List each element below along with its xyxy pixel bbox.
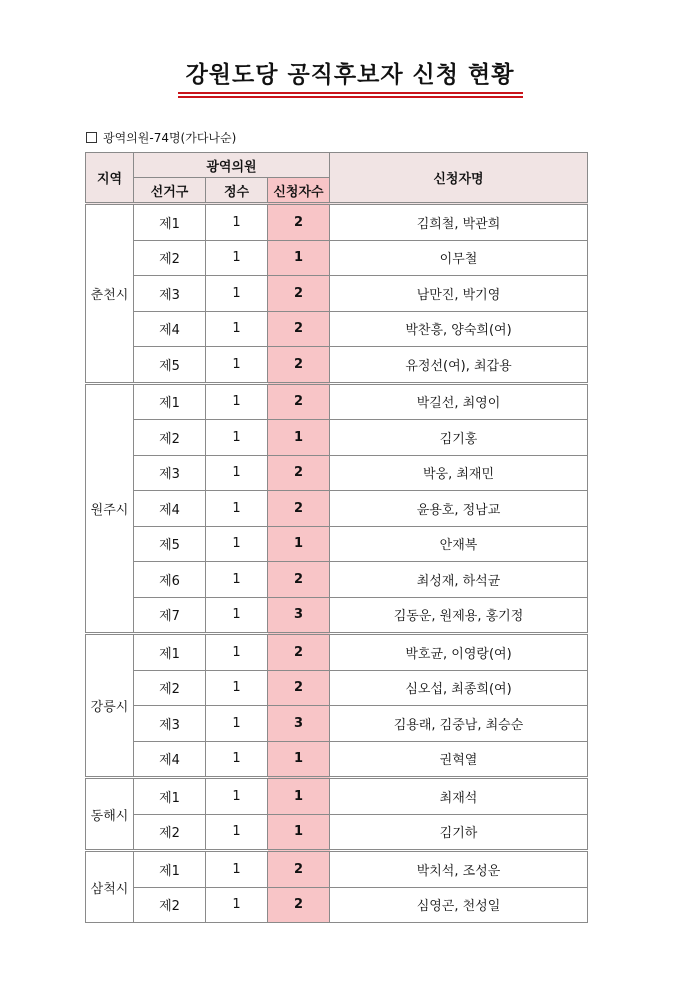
- region-cell: 강릉시: [86, 634, 134, 778]
- applicant-count-cell: 2: [268, 670, 330, 706]
- seats-cell: 1: [206, 311, 268, 347]
- applicant-table: [85, 152, 588, 923]
- applicant-count-cell: 1: [268, 526, 330, 562]
- applicant-count-cell: 2: [268, 347, 330, 384]
- district-cell: 제4: [134, 311, 206, 347]
- district-cell: 제1: [134, 778, 206, 815]
- applicant-count-cell: 2: [268, 276, 330, 312]
- table-row: [86, 706, 588, 742]
- table-header: [86, 153, 588, 204]
- applicant-names-cell: 유정선(여), 최갑용: [330, 347, 588, 384]
- table-row: [86, 491, 588, 527]
- applicant-names-cell: 남만진, 박기영: [330, 276, 588, 312]
- table-row: [86, 420, 588, 456]
- district-cell: 제3: [134, 706, 206, 742]
- district-cell: 제5: [134, 526, 206, 562]
- applicant-names-cell: 권혁열: [330, 741, 588, 778]
- applicant-count-cell: 2: [268, 383, 330, 420]
- district-cell: 제2: [134, 420, 206, 456]
- seats-cell: 1: [206, 240, 268, 276]
- applicant-names-cell: 박호균, 이영랑(여): [330, 634, 588, 671]
- district-cell: 제1: [134, 634, 206, 671]
- region-group: [86, 851, 588, 923]
- header-district: 선거구: [134, 178, 206, 204]
- table-row: [86, 670, 588, 706]
- header-applicants: 신청자수: [268, 178, 330, 204]
- seats-cell: 1: [206, 741, 268, 778]
- table-row: [86, 634, 588, 671]
- applicant-count-cell: 1: [268, 240, 330, 276]
- section-subtitle: [86, 129, 236, 146]
- district-cell: 제4: [134, 491, 206, 527]
- header-council: 광역의원: [134, 153, 330, 178]
- district-cell: 제1: [134, 204, 206, 241]
- table-row: [86, 778, 588, 815]
- table-row: [86, 526, 588, 562]
- district-cell: 제1: [134, 383, 206, 420]
- seats-cell: 1: [206, 670, 268, 706]
- seats-cell: 1: [206, 347, 268, 384]
- seats-cell: 1: [206, 455, 268, 491]
- seats-cell: 1: [206, 778, 268, 815]
- applicant-count-cell: 2: [268, 887, 330, 923]
- region-group: [86, 634, 588, 778]
- applicant-names-cell: 박찬흥, 양숙희(여): [330, 311, 588, 347]
- applicant-names-cell: 박웅, 최재민: [330, 455, 588, 491]
- table-row: [86, 597, 588, 634]
- applicant-count-cell: 2: [268, 204, 330, 241]
- seats-cell: 1: [206, 851, 268, 888]
- table-row: [86, 240, 588, 276]
- applicant-names-cell: 최성재, 하석균: [330, 562, 588, 598]
- applicant-names-cell: 박치석, 조성운: [330, 851, 588, 888]
- subtitle-text: 광역의원-74명(가다나순): [103, 131, 237, 145]
- seats-cell: 1: [206, 526, 268, 562]
- region-cell: 삼척시: [86, 851, 134, 923]
- applicant-count-cell: 2: [268, 455, 330, 491]
- seats-cell: 1: [206, 887, 268, 923]
- header-seats: 정수: [206, 178, 268, 204]
- applicant-count-cell: 2: [268, 491, 330, 527]
- table-row: [86, 276, 588, 312]
- applicant-count-cell: 1: [268, 814, 330, 851]
- applicant-count-cell: 1: [268, 420, 330, 456]
- seats-cell: 1: [206, 814, 268, 851]
- table-row: [86, 562, 588, 598]
- header-region: 지역: [86, 153, 134, 204]
- applicant-names-cell: 김기홍: [330, 420, 588, 456]
- district-cell: 제1: [134, 851, 206, 888]
- seats-cell: 1: [206, 597, 268, 634]
- applicant-names-cell: 윤용호, 정남교: [330, 491, 588, 527]
- table-row: [86, 814, 588, 851]
- district-cell: 제2: [134, 887, 206, 923]
- applicant-names-cell: 이무철: [330, 240, 588, 276]
- applicant-count-cell: 3: [268, 706, 330, 742]
- seats-cell: 1: [206, 276, 268, 312]
- applicant-names-cell: 최재석: [330, 778, 588, 815]
- title-underline: [178, 92, 523, 98]
- table-row: [86, 851, 588, 888]
- table-row: [86, 887, 588, 923]
- region-cell: 동해시: [86, 778, 134, 851]
- district-cell: 제5: [134, 347, 206, 384]
- region-group: [86, 778, 588, 851]
- district-cell: 제3: [134, 455, 206, 491]
- seats-cell: 1: [206, 562, 268, 598]
- table-row: [86, 383, 588, 420]
- applicant-count-cell: 2: [268, 562, 330, 598]
- table-row: [86, 347, 588, 384]
- district-cell: 제2: [134, 240, 206, 276]
- district-cell: 제2: [134, 814, 206, 851]
- applicant-names-cell: 박길선, 최영이: [330, 383, 588, 420]
- table-row: [86, 455, 588, 491]
- applicant-names-cell: 안재복: [330, 526, 588, 562]
- region-group: [86, 383, 588, 634]
- applicant-count-cell: 2: [268, 851, 330, 888]
- district-cell: 제4: [134, 741, 206, 778]
- seats-cell: 1: [206, 491, 268, 527]
- table-row: [86, 741, 588, 778]
- applicant-names-cell: 김용래, 김중남, 최승순: [330, 706, 588, 742]
- district-cell: 제7: [134, 597, 206, 634]
- district-cell: 제3: [134, 276, 206, 312]
- header-names: 신청자명: [330, 153, 588, 204]
- applicant-count-cell: 3: [268, 597, 330, 634]
- region-group: [86, 204, 588, 384]
- applicant-names-cell: 김동운, 원제용, 홍기정: [330, 597, 588, 634]
- applicant-names-cell: 김기하: [330, 814, 588, 851]
- district-cell: 제2: [134, 670, 206, 706]
- seats-cell: 1: [206, 383, 268, 420]
- applicant-count-cell: 1: [268, 741, 330, 778]
- seats-cell: 1: [206, 420, 268, 456]
- page-title: 강원도당 공직후보자 신청 현황: [185, 62, 515, 88]
- region-cell: 춘천시: [86, 204, 134, 384]
- checkbox-square-icon: [86, 132, 97, 143]
- region-cell: 원주시: [86, 383, 134, 634]
- table-row: [86, 204, 588, 241]
- applicant-count-cell: 2: [268, 311, 330, 347]
- applicant-count-cell: 2: [268, 634, 330, 671]
- applicant-names-cell: 심오섭, 최종희(여): [330, 670, 588, 706]
- table-row: [86, 311, 588, 347]
- seats-cell: 1: [206, 204, 268, 241]
- applicant-names-cell: 김희철, 박관희: [330, 204, 588, 241]
- applicant-names-cell: 심영곤, 천성일: [330, 887, 588, 923]
- district-cell: 제6: [134, 562, 206, 598]
- applicant-count-cell: 1: [268, 778, 330, 815]
- seats-cell: 1: [206, 634, 268, 671]
- seats-cell: 1: [206, 706, 268, 742]
